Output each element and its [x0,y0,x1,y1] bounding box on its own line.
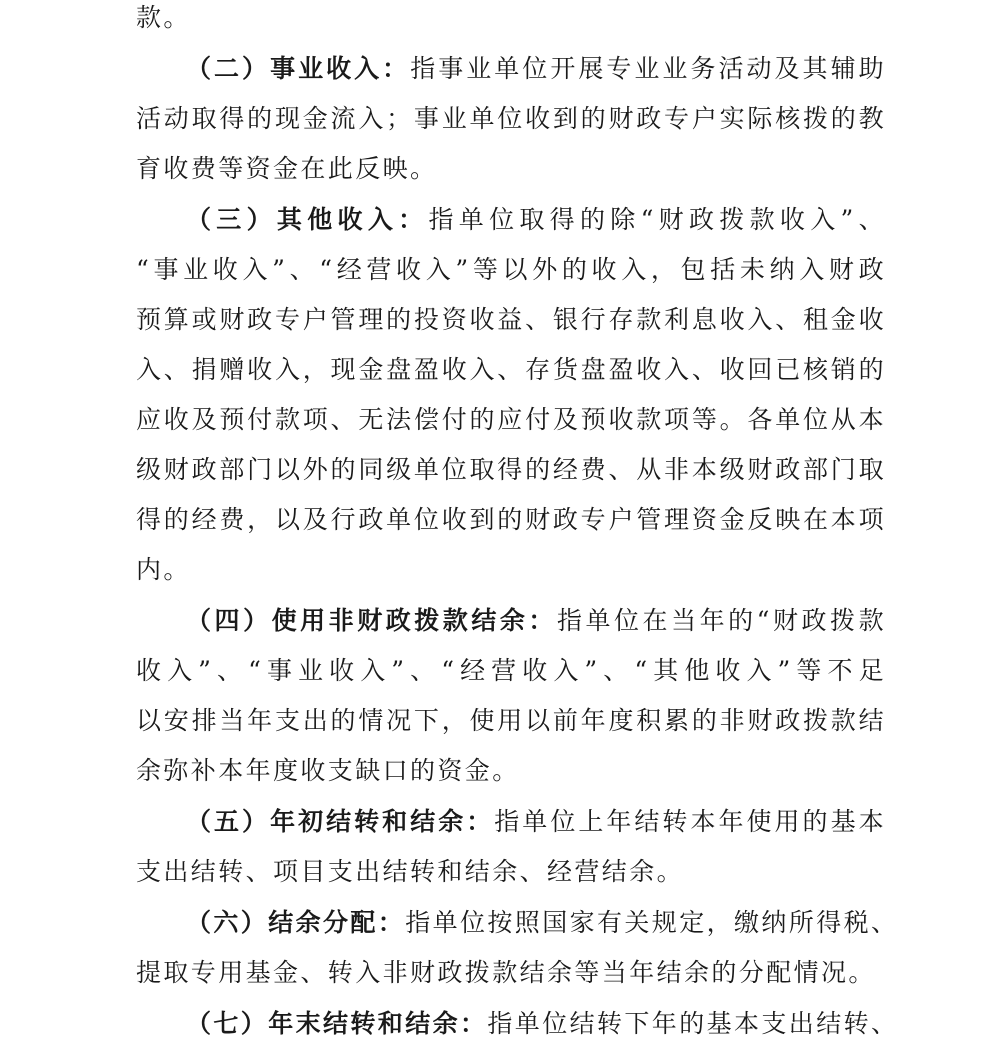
section-3-line: “事业收入”、“经营收入”等以外的收入，包括未纳入财政 [136,255,886,284]
section-4-first-line [186,603,886,639]
section-4-line: 余弥补本年度收支缺口的资金。 [136,756,520,785]
section-6-first-line [186,905,899,941]
section-5-line: 支出结转、项目支出结转和结余、经营结余。 [136,857,685,886]
section-3-line: 预算或财政专户管理的投资收益、银行存款利息收入、租金收 [136,305,886,334]
section-3-first-line [186,202,886,238]
section-5-text: 指单位上年结转本年使用的基本 [494,807,886,836]
section-4-heading: （四）使用非财政拨款结余： [186,606,557,635]
section-2-line: 活动取得的现金流入；事业单位收到的财政专户实际核拨的教 [136,104,886,133]
section-2-line: 育收费等资金在此反映。 [136,154,438,183]
section-7-text: 指单位结转下年的基本支出结转、 [487,1009,899,1038]
section-5-heading: （五）年初结转和结余： [186,807,495,836]
section-6-line: 提取专用基金、转入非财政拨款结余等当年结余的分配情况。 [136,958,876,987]
section-3-line: 级财政部门以外的同级单位取得的经费、从非本级财政部门取 [136,455,886,484]
section-3-heading: （三）其他收入： [186,205,429,234]
section-3-line: 得的经费，以及行政单位收到的财政专户管理资金反映在本项 [136,505,886,534]
section-2-text: 指事业单位开展专业业务活动及其辅助 [410,54,886,83]
section-4-line: 以安排当年支出的情况下，使用以前年度积累的非财政拨款结 [136,706,886,735]
section-7-first-line [186,1006,899,1042]
section-6-text: 指单位按照国家有关规定，缴纳所得税、 [405,908,899,937]
section-2-first-line [186,51,886,87]
paragraph-fragment: 款。 [136,3,191,32]
section-7-heading: （七）年末结转和结余： [186,1009,488,1038]
section-4-line: 收入”、“事业收入”、“经营收入”、“其他收入”等不足 [136,656,886,685]
section-4-text: 指单位在当年的“财政拨款 [556,606,886,635]
section-3-line: 入、捐赠收入，现金盘盈收入、存货盘盈收入、收回已核销的 [136,355,886,384]
section-5-first-line [186,804,886,840]
section-3-line: 内。 [136,555,191,584]
section-2-heading: （二）事业收入： [186,54,411,83]
section-6-heading: （六）结余分配： [186,908,406,937]
section-3-line: 应收及预付款项、无法偿付的应付及预收款项等。各单位从本 [136,405,886,434]
section-3-text: 指单位取得的除“财政拨款收入”、 [428,205,886,234]
